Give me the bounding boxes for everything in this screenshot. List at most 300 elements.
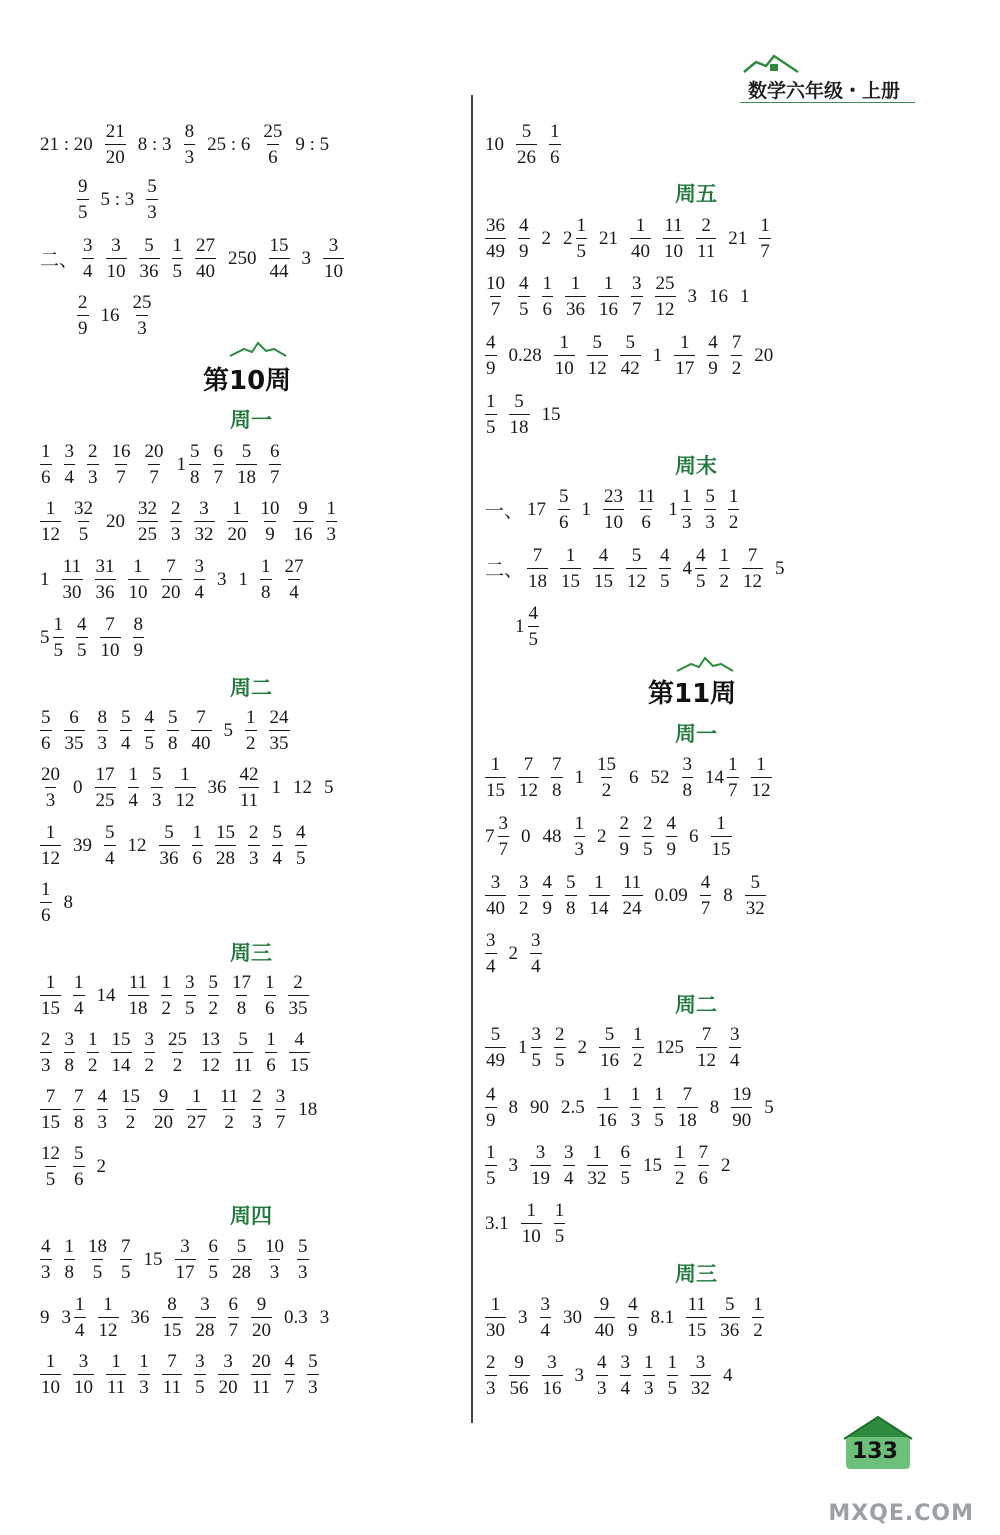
answer-item: 2	[508, 943, 518, 964]
numerator: 27	[196, 235, 216, 256]
answer-item	[262, 122, 283, 167]
denominator: 5	[172, 258, 184, 281]
numerator: 7	[698, 1142, 708, 1163]
fraction	[485, 1295, 506, 1340]
denominator: 6	[267, 144, 279, 167]
answer-item	[162, 1295, 183, 1340]
fraction	[594, 1295, 615, 1340]
answer-row	[485, 274, 762, 319]
denominator: 3	[596, 1375, 608, 1398]
numerator: 1	[265, 972, 275, 993]
answer-item	[682, 755, 694, 800]
answer-item	[272, 823, 284, 868]
fraction	[159, 823, 180, 868]
answer-item: 1	[40, 569, 50, 590]
denominator: 2	[223, 1109, 235, 1132]
answer-item: 2	[597, 826, 607, 847]
fraction	[307, 1352, 319, 1397]
numerator: 3	[531, 930, 541, 951]
answer-item	[40, 1144, 61, 1189]
fraction	[248, 823, 260, 868]
answer-item	[77, 293, 89, 338]
fraction	[731, 333, 743, 378]
fraction	[194, 499, 215, 544]
answer-row	[40, 236, 356, 281]
answer-item	[95, 765, 116, 810]
denominator: 2	[731, 355, 743, 378]
answer-item	[194, 499, 215, 544]
mixed-whole: 1	[515, 616, 525, 637]
numerator: 32	[138, 498, 157, 519]
fraction	[636, 487, 656, 532]
answer-item	[192, 823, 204, 868]
fraction	[632, 1025, 644, 1070]
numerator: 25	[655, 273, 675, 294]
numerator: 1	[232, 498, 242, 519]
numerator: 1	[576, 215, 586, 236]
answer-item	[87, 1030, 99, 1075]
numerator: 3	[519, 872, 529, 893]
numerator: 42	[239, 764, 259, 785]
answer-item: 16	[100, 305, 120, 326]
answer-item	[620, 1143, 632, 1188]
answer-item	[560, 546, 581, 591]
answer-item	[104, 823, 116, 868]
numerator: 5	[521, 121, 532, 142]
denominator: 2	[719, 568, 731, 591]
fraction	[509, 392, 530, 437]
denominator: 10	[100, 637, 121, 660]
numerator: 1	[111, 1351, 121, 1372]
answer-item	[128, 557, 149, 602]
answer-item	[295, 823, 307, 868]
answer-item: 21	[599, 228, 618, 249]
denominator: 3	[297, 1259, 309, 1282]
answer-item: 8	[508, 1097, 518, 1118]
denominator: 6	[542, 296, 554, 319]
numerator: 1	[719, 545, 730, 566]
answer-item	[128, 765, 140, 810]
answer-item: 21	[728, 228, 748, 249]
denominator: 30	[485, 1317, 506, 1340]
fraction	[64, 708, 85, 753]
answer-item	[731, 1085, 752, 1130]
answer-item: 0	[521, 826, 531, 847]
denominator: 8	[64, 1052, 76, 1075]
denominator: 8	[167, 730, 179, 753]
denominator: 32	[745, 895, 766, 918]
denominator: 20	[161, 579, 182, 602]
fraction	[682, 755, 694, 800]
denominator: 5	[620, 1165, 632, 1188]
fraction	[87, 1030, 99, 1075]
denominator: 4	[288, 579, 300, 602]
fraction	[729, 1025, 741, 1070]
answer-row	[40, 1030, 322, 1075]
answer-item: 20	[754, 345, 774, 366]
fraction	[73, 1352, 94, 1397]
answer-item	[751, 755, 772, 800]
answer-item: 9 : 5	[295, 134, 330, 155]
fraction	[146, 177, 158, 222]
numerator: 2	[41, 1029, 51, 1050]
numerator: 6	[213, 441, 223, 462]
numerator: 7	[166, 556, 176, 577]
fraction	[167, 708, 179, 753]
numerator: 2	[252, 1086, 262, 1107]
answer-item: 125	[655, 1037, 684, 1058]
answer-item	[153, 1087, 174, 1132]
denominator: 7	[490, 296, 502, 319]
fraction	[194, 1352, 206, 1397]
fraction	[40, 499, 61, 544]
fraction	[208, 973, 220, 1018]
answer-item	[719, 1295, 740, 1340]
fraction	[619, 814, 631, 859]
answer-item	[161, 557, 182, 602]
fraction	[73, 1087, 85, 1132]
answer-item	[620, 1353, 632, 1398]
denominator: 10	[323, 258, 344, 281]
numerator: 1	[486, 391, 496, 412]
answer-item	[485, 1353, 497, 1398]
numerator: 4	[660, 545, 670, 566]
fraction	[105, 122, 126, 167]
answer-item	[120, 708, 132, 753]
numerator: 1	[246, 707, 256, 728]
answer-item: 1	[238, 569, 248, 590]
denominator: 36	[139, 258, 160, 281]
answer-item	[627, 1295, 639, 1340]
answer-item	[218, 1352, 239, 1397]
denominator: 3	[643, 1375, 655, 1398]
answer-item	[170, 499, 182, 544]
denominator: 12	[200, 1052, 221, 1075]
answer-item	[540, 1295, 552, 1340]
fraction	[295, 823, 307, 868]
numerator: 1	[75, 1294, 85, 1315]
answer-item	[705, 755, 739, 800]
fraction	[208, 1237, 220, 1282]
numerator: 1	[45, 972, 56, 993]
fraction	[236, 442, 257, 487]
answer-row	[40, 973, 321, 1018]
denominator: 32	[587, 1165, 608, 1188]
section-prefix: 二、	[485, 560, 524, 581]
numerator: 4	[598, 545, 609, 566]
numerator: 27	[284, 556, 304, 577]
answer-item	[208, 973, 220, 1018]
fraction	[53, 615, 65, 660]
denominator: 15	[711, 836, 732, 859]
answer-item	[690, 1353, 711, 1398]
fraction	[719, 1295, 740, 1340]
numerator: 3	[564, 1142, 574, 1163]
answer-item: 1	[652, 345, 663, 366]
denominator: 9	[133, 637, 145, 660]
answer-item: 30	[563, 1307, 582, 1328]
denominator: 3	[485, 1375, 497, 1398]
watermark	[828, 1478, 980, 1528]
fraction	[260, 499, 281, 544]
denominator: 3	[630, 1107, 642, 1130]
answer-row	[485, 814, 744, 859]
page-number-badge	[838, 1413, 918, 1471]
answer-item: 3	[217, 569, 227, 590]
fraction	[251, 1295, 272, 1340]
fraction	[269, 708, 290, 753]
denominator: 5	[208, 1259, 220, 1282]
denominator: 2	[208, 995, 220, 1018]
answer-item	[184, 973, 196, 1018]
denominator: 6	[265, 1052, 277, 1075]
fraction	[686, 1295, 707, 1340]
denominator: 7	[700, 895, 712, 918]
numerator: 20	[41, 764, 60, 785]
answer-item	[485, 1295, 506, 1340]
answer-item	[655, 274, 676, 319]
fraction	[40, 1087, 61, 1132]
numerator: 1	[644, 1352, 654, 1373]
denominator: 20	[153, 1109, 174, 1132]
fraction	[98, 1295, 119, 1340]
answer-item	[215, 823, 236, 868]
fraction	[239, 765, 260, 810]
numerator: 1	[594, 872, 604, 893]
numerator: 7	[747, 545, 758, 566]
numerator: 3	[144, 1029, 154, 1050]
answer-item	[159, 823, 180, 868]
denominator: 5	[78, 521, 90, 544]
fraction	[40, 1030, 52, 1075]
numerator: 5	[604, 1024, 615, 1045]
answer-item	[87, 1237, 108, 1282]
fraction	[659, 546, 671, 591]
numerator: 1	[570, 273, 581, 294]
denominator: 8	[236, 995, 248, 1018]
answer-item: 8	[723, 885, 733, 906]
fraction	[97, 1087, 109, 1132]
answer-item	[95, 557, 116, 602]
answer-item	[289, 1030, 310, 1075]
answer-item	[518, 1025, 542, 1070]
numerator: 3	[547, 1352, 557, 1373]
fraction	[128, 973, 149, 1018]
numerator: 7	[45, 1086, 56, 1107]
denominator: 90	[731, 1107, 752, 1130]
answer-item: 4	[723, 1365, 733, 1386]
denominator: 7	[631, 296, 643, 319]
denominator: 16	[597, 1107, 618, 1130]
numerator: 3	[200, 1294, 210, 1315]
mixed-whole: 5	[40, 627, 50, 648]
answer-item	[630, 1085, 642, 1130]
answer-item	[128, 973, 149, 1018]
answer-item	[208, 1237, 220, 1282]
denominator: 5	[295, 845, 307, 868]
numerator: 3	[223, 1351, 233, 1372]
numerator: 3	[199, 498, 209, 519]
answer-item	[554, 1025, 566, 1070]
answer-item	[516, 122, 537, 167]
fraction	[596, 755, 617, 800]
numerator: 1	[261, 556, 271, 577]
fraction	[231, 973, 252, 1018]
numerator: 5	[164, 822, 174, 843]
answer-row	[485, 873, 778, 918]
answer-row	[40, 765, 346, 810]
answer-item	[106, 236, 127, 281]
fraction	[485, 216, 506, 261]
fraction	[603, 487, 624, 532]
denominator: 3	[138, 1374, 150, 1397]
answer-item	[219, 1087, 239, 1132]
denominator: 9	[264, 521, 276, 544]
numerator: 1	[633, 1024, 643, 1045]
numerator: 2	[88, 441, 98, 462]
answer-item: 8 : 3	[137, 134, 172, 155]
numerator: 9	[256, 1294, 267, 1315]
denominator: 8	[260, 579, 272, 602]
answer-row	[485, 333, 785, 378]
answer-item: 18	[298, 1099, 318, 1120]
numerator: 1	[716, 813, 726, 834]
answer-item	[97, 708, 109, 753]
denominator: 25	[137, 521, 158, 544]
answer-item	[677, 1085, 698, 1130]
numerator: 10	[260, 498, 280, 519]
denominator: 15	[289, 1052, 310, 1075]
fraction	[630, 216, 651, 261]
numerator: 11	[62, 556, 82, 577]
numerator: 6	[69, 707, 79, 728]
numerator: 1	[45, 1351, 56, 1372]
denominator: 2	[518, 895, 530, 918]
denominator: 5	[76, 637, 88, 660]
numerator: 4	[519, 215, 529, 236]
fraction	[97, 708, 109, 753]
numerator: 3	[498, 813, 508, 834]
answer-item	[40, 1030, 52, 1075]
answer-row	[485, 1085, 786, 1130]
fraction	[40, 1352, 61, 1397]
answer-item	[144, 708, 156, 753]
denominator: 4	[73, 995, 85, 1018]
denominator: 2	[728, 509, 740, 532]
numerator: 20	[251, 1351, 271, 1372]
answer-item	[177, 442, 201, 487]
fraction	[73, 499, 94, 544]
fraction	[284, 557, 305, 602]
answer-item	[485, 1025, 506, 1070]
fraction	[120, 1237, 132, 1282]
numerator: 16	[111, 441, 131, 462]
denominator: 3	[40, 1052, 52, 1075]
denominator: 18	[677, 1107, 698, 1130]
denominator: 2	[752, 1317, 764, 1340]
denominator: 36	[565, 296, 586, 319]
numerator: 1	[526, 1200, 536, 1221]
denominator: 7	[269, 464, 281, 487]
answer-item	[264, 1237, 285, 1282]
fraction	[696, 1025, 717, 1070]
denominator: 3	[45, 787, 57, 810]
fraction	[620, 1353, 632, 1398]
numerator: 17	[95, 764, 115, 785]
answer-item	[40, 823, 61, 868]
denominator: 35	[288, 995, 309, 1018]
denominator: 12	[751, 777, 772, 800]
answer-item	[653, 1085, 665, 1130]
numerator: 5	[514, 391, 524, 412]
numerator: 5	[308, 1351, 318, 1372]
fraction	[161, 557, 182, 602]
fraction	[759, 216, 771, 261]
fraction	[40, 1144, 61, 1189]
fraction	[194, 557, 206, 602]
denominator: 17	[674, 355, 695, 378]
answer-item	[194, 1352, 206, 1397]
denominator: 4	[104, 845, 116, 868]
answer-item	[515, 604, 539, 649]
numerator: 4	[284, 1351, 295, 1372]
fraction	[690, 1353, 711, 1398]
denominator: 3	[248, 845, 260, 868]
denominator: 11	[106, 1374, 126, 1397]
denominator: 15	[560, 568, 581, 591]
denominator: 28	[231, 1259, 252, 1282]
answer-item	[62, 557, 83, 602]
denominator: 16	[542, 1375, 563, 1398]
answer-item	[245, 708, 257, 753]
fraction	[521, 1201, 542, 1246]
answer-item	[518, 873, 530, 918]
denominator: 10	[663, 238, 684, 261]
answer-item: 48	[542, 826, 562, 847]
answer-item	[64, 708, 85, 753]
answer-item	[233, 1030, 253, 1075]
answer-item	[554, 333, 575, 378]
denominator: 27	[186, 1109, 207, 1132]
numerator: 5	[105, 822, 115, 843]
fraction	[554, 333, 575, 378]
denominator: 10	[521, 1223, 542, 1246]
numerator: 5	[625, 332, 635, 353]
fraction	[186, 1087, 207, 1132]
answer-item	[323, 236, 344, 281]
numerator: 5	[190, 441, 200, 462]
fraction	[132, 293, 153, 338]
fraction	[288, 973, 309, 1018]
week-title: 第11周	[648, 679, 737, 709]
numerator: 10	[265, 1236, 284, 1257]
answer-row	[485, 216, 783, 261]
numerator: 4	[528, 603, 538, 624]
answer-item	[167, 1030, 188, 1075]
answer-item: 3.1	[485, 1213, 509, 1234]
denominator: 32	[194, 521, 215, 544]
answer-item	[696, 1025, 717, 1070]
numerator: 25	[263, 121, 283, 142]
denominator: 14	[111, 1052, 132, 1075]
fraction	[95, 765, 116, 810]
numerator: 1	[565, 545, 576, 566]
denominator: 6	[549, 144, 561, 167]
numerator: 1	[681, 486, 692, 507]
fraction	[498, 814, 510, 859]
answer-item: 3	[574, 1365, 584, 1386]
numerator: 7	[105, 614, 115, 635]
